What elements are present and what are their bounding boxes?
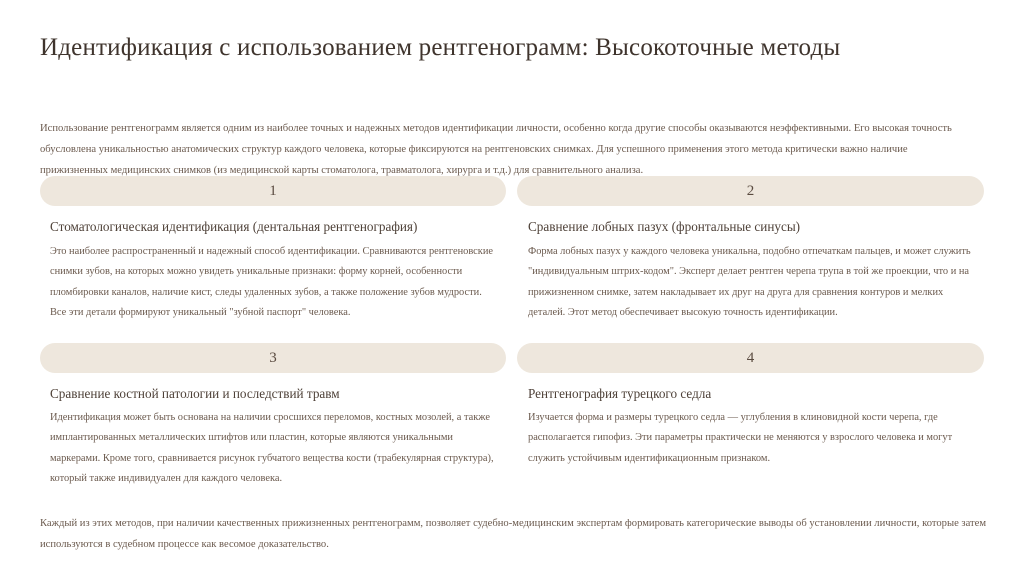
method-2-heading: Сравнение лобных пазух (фронтальные синусы) [528,219,801,234]
intro-paragraph: Использование рентгенограмм является одним из наиболее точных и надежных методов идентификации личности, особенно когда другие способы оказываются неэффективными. Его высокая точность обусловлена уникальностью анатомических структур каждого человека, которые фиксируются на рентгеновских снимках. Для успешного применения этого метода критически важно наличие прижизненных медицинских снимков (из медицинской карты стоматолога, травматолога, хирурга и т.д.) для сравнительного анализа. [40,123,952,176]
method-4-number: 4 [746,349,755,366]
method-2-number: 2 [746,182,755,199]
method-4-text: Изучается форма и размеры турецкого седла — углубления в клиновидной кости черепа, где располагается гипофиз. Эти параметры практически не меняются у взрослого человека и могут служить устойчивым идентификационным признаком. [528,412,953,464]
method-1-number-badge [40,176,506,206]
method-3-text: Идентификация может быть основана на наличии сросшихся переломов, костных мозолей, а также имплантированных металлических штифтов или пластин, которые являются уникальными маркерами. Кроме того, сравнивается рисунок губчатого вещества кости (трабекулярная структура), который также индивидуален для каждого человека. [50,412,494,484]
conclusion-paragraph: Каждый из этих методов, при наличии качественных прижизненных рентгенограмм, позволяет судебно-медицинским экспертам формировать категорические выводы об установлении личности, которые затем используются в судебном процессе как весомое доказательство. [40,518,987,550]
method-3-number-badge [40,343,506,373]
method-3-heading: Сравнение костной патологии и последствий травм [50,386,340,401]
method-1-text: Это наиболее распространенный и надежный способ идентификации. Сравниваются рентгеновские снимки зубов, на которых можно увидеть уникальные признаки: форму корней, особенности пломбировки каналов, наличие кист, следы удаленных зубов, а также положение зубов мудрости. Все эти детали формируют уникальный "зубной паспорт" человека. [50,246,494,318]
method-2-number-badge [517,176,984,206]
method-2-text: Форма лобных пазух у каждого человека уникальна, подобно отпечаткам пальцев, и может служить "индивидуальным штрих-кодом". Эксперт делает рентген черепа трупа в той же проекции, что и на прижизненном снимке, затем накладывает их друг на друга для сравнения контуров и мелких деталей. Этот метод обеспечивает высокую точность идентификации. [528,246,971,318]
method-1-heading: Стоматологическая идентификация (дентальная рентгенография) [50,219,418,234]
page-title: Идентификация с использованием рентгенограмм: Высокоточные методы [40,34,841,61]
method-1-number: 1 [269,182,277,199]
method-4-number-badge [517,343,984,373]
method-4-heading: Рентгенография турецкого седла [528,386,712,401]
method-3-number: 3 [269,349,277,366]
